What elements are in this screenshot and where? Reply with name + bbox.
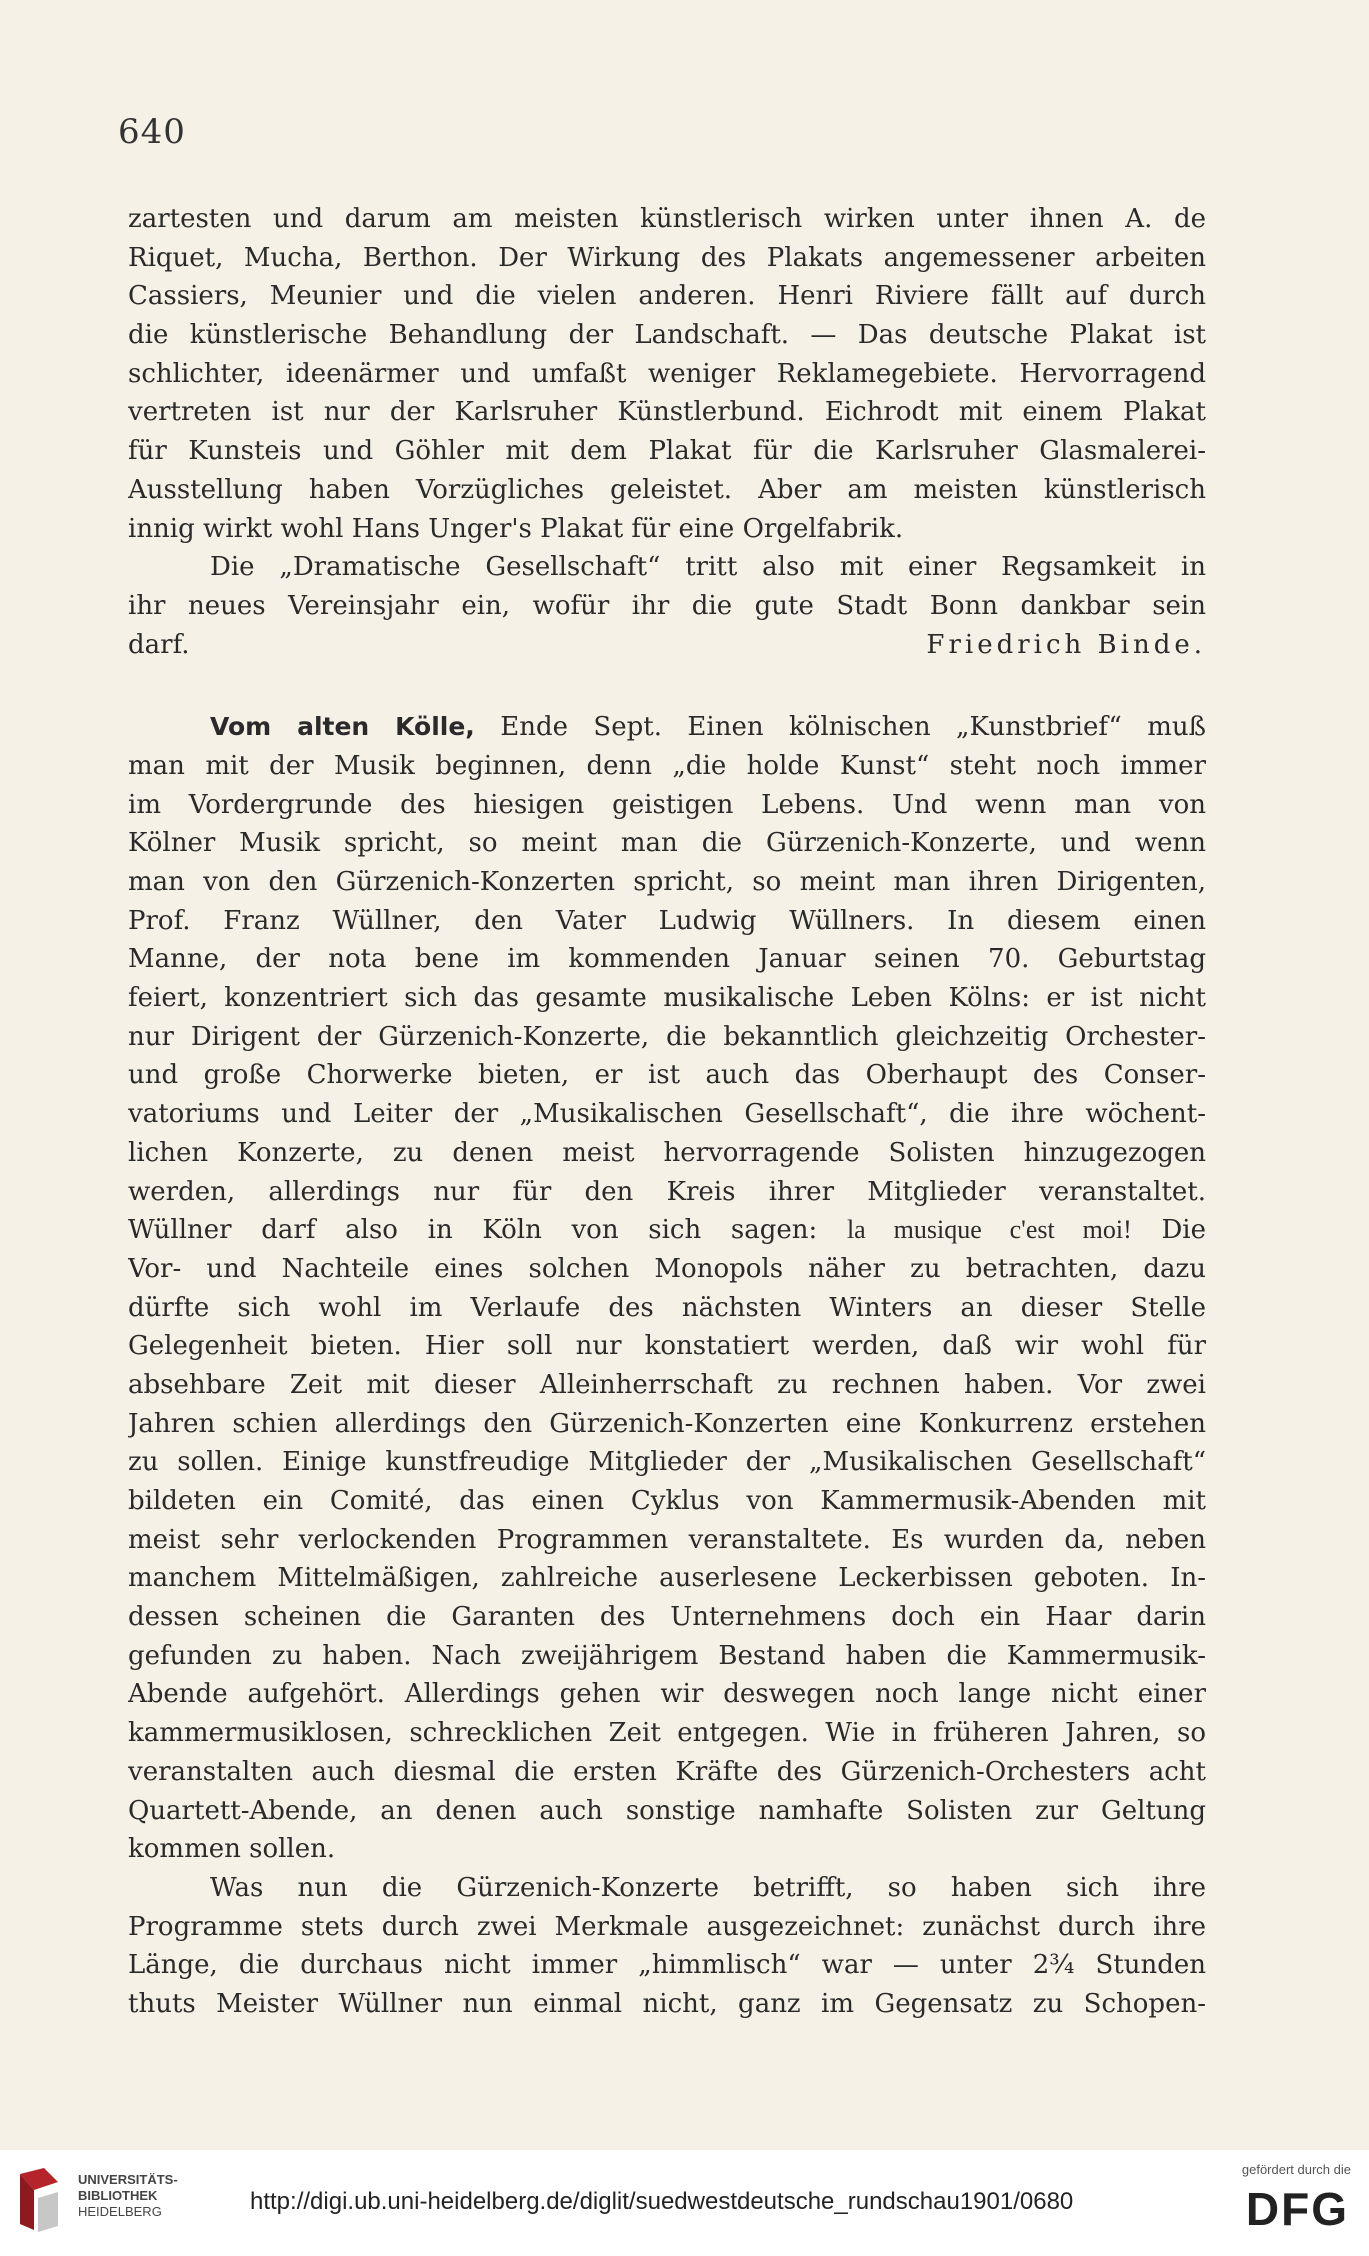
text-line: meist sehr verlockenden Programmen veranstaltete. Es wurden da, neben (128, 1524, 1206, 1555)
text-line: zartesten und darum am meisten künstlerisch wirken unter ihnen A. de (128, 204, 1206, 234)
text-fragment: Ende Sept. Einen kölnischen „Kunstbrief“ muß (474, 712, 1206, 743)
text-line: zu sollen. Einige kunstfreudige Mitglieder der „Musikalischen Gesellschaft“ (128, 1447, 1206, 1478)
institution-name (78, 2172, 178, 2220)
text-line: Kölner Musik spricht, so meint man die Gürzenich-Konzerte, und wenn (128, 828, 1206, 859)
text-line: und große Chorwerke bieten, er ist auch das Oberhaupt des Conser- (128, 1060, 1206, 1091)
paragraph-4 (128, 1869, 1206, 2024)
text-line: absehbare Zeit mit dieser Alleinherrschaft zu rechnen haben. Vor zwei (128, 1369, 1206, 1400)
paragraph-2 (128, 548, 1206, 664)
university-library-logo-icon (14, 2164, 64, 2236)
funded-by-label: gefördert durch die (1241, 2162, 1351, 2177)
text-line: Was nun die Gürzenich-Konzerte betrifft, so haben sich ihre (210, 1872, 1206, 1903)
paragraph-1 (128, 200, 1206, 548)
source-url-link[interactable]: http://digi.ub.uni-heidelberg.de/diglit/suedwestdeutsche_rundschau1901/0680 (250, 2188, 1074, 2215)
text-line: dessen scheinen die Garanten des Unternehmens doch ein Haar darin (128, 1602, 1206, 1633)
text-line: thuts Meister Wüllner nun einmal nicht, ganz im Gegensatz zu Schopen- (128, 1988, 1206, 2019)
section-gap (128, 664, 1206, 708)
text-line: Gelegenheit bieten. Hier soll nur konstatiert werden, daß wir wohl für (128, 1331, 1206, 1362)
text-line: nur Dirigent der Gürzenich-Konzerte, die bekanntlich gleichzeitig Orchester- (128, 1021, 1206, 1052)
text-line: Cassiers, Meunier und die vielen anderen. Henri Riviere fällt auf durch (128, 281, 1206, 312)
text-fragment: Wüllner darf also in Köln von sich sagen: (128, 1215, 847, 1246)
text-line: gefunden zu haben. Nach zweijährigem Bestand haben die Kammermusik- (128, 1640, 1206, 1671)
text-line: die künstlerische Behandlung der Landschaft. — Das deutsche Plakat ist (128, 320, 1206, 351)
text-line: Länge, die durchaus nicht immer „himmlisch“ war — unter 2¾ Stunden (128, 1950, 1206, 1981)
text-line: dürfte sich wohl im Verlaufe des nächsten Winters an dieser Stelle (128, 1292, 1206, 1323)
text-line: schlichter, ideenärmer und umfaßt weniger Reklamegebiete. Hervorragend (128, 358, 1206, 389)
text-line: feiert, konzentriert sich das gesamte musikalische Leben Kölns: er ist nicht (128, 983, 1206, 1014)
section-heading: Vom alten Kölle, (210, 712, 475, 742)
text-line: ihr neues Vereinsjahr ein, wofür ihr die gute Stadt Bonn dankbar sein (128, 590, 1206, 621)
institution-line: UNIVERSITÄTS- (78, 2172, 178, 2187)
author-signature: Friedrich Binde. (926, 629, 1206, 660)
page-number: 640 (118, 112, 186, 152)
text-line: Quartett-Abende, an denen auch sonstige namhafte Solisten zur Geltung (128, 1795, 1206, 1826)
text-line (128, 708, 1206, 747)
signature-line (128, 626, 1206, 665)
text-line: man von den Gürzenich-Konzerten spricht, so meint man ihren Dirigenten, (128, 867, 1206, 897)
text-line: Programme stets durch zwei Merkmale ausgezeichnet: zunächst durch ihre (128, 1911, 1206, 1942)
text-line: für Kunsteis und Göhler mit dem Plakat für die Karlsruher Glasmalerei- (128, 436, 1206, 467)
text-line: Die „Dramatische Gesellschaft“ tritt also mit einer Regsamkeit in (210, 552, 1206, 583)
text-line: Vor- und Nachteile eines solchen Monopols näher zu betrachten, dazu (128, 1253, 1206, 1284)
institution-line: BIBLIOTHEK (78, 2188, 158, 2203)
footer-bar (0, 2150, 1369, 2256)
text-line: Manne, der nota bene im kommenden Januar seinen 70. Geburtstag (128, 944, 1206, 975)
text-line: man mit der Musik beginnen, denn „die holde Kunst“ steht noch immer (128, 750, 1206, 781)
text-line: lichen Konzerte, zu denen meist hervorragende Solisten hinzugezogen (128, 1137, 1206, 1168)
text-line: Riquet, Mucha, Berthon. Der Wirkung des Plakats angemessener arbeiten (128, 242, 1206, 273)
text-line: Prof. Franz Wüllner, den Vater Ludwig Wüllners. In diesem einen (128, 905, 1206, 936)
text-line: kommen sollen. (128, 1834, 336, 1865)
text-line: Abende aufgehört. Allerdings gehen wir deswegen noch lange nicht einer (128, 1679, 1206, 1710)
text-line: bildeten ein Comité, das einen Cyklus von Kammermusik-Abenden mit (128, 1486, 1206, 1516)
text-line: kammermusiklosen, schrecklichen Zeit entgegen. Wie in früheren Jahren, so (128, 1718, 1206, 1749)
text-block (128, 200, 1206, 2024)
dfg-logo: DFG (1245, 2183, 1349, 2235)
latin-quote: la musique c'est moi! (846, 1215, 1132, 1245)
institution-line: HEIDELBERG (78, 2204, 162, 2219)
paragraph-3 (128, 708, 1206, 1869)
text-fragment: Die (1131, 1215, 1206, 1246)
text-line: vatoriums und Leiter der „Musikalischen Gesellschaft“, die ihre wöchent- (128, 1099, 1206, 1130)
text-line: Jahren schien allerdings den Gürzenich-Konzerten eine Konkurrenz erstehen (128, 1408, 1206, 1439)
text-line (128, 1211, 1206, 1250)
text-line: Ausstellung haben Vorzügliches geleistet. Aber am meisten künstlerisch (128, 474, 1206, 505)
text-line: im Vordergrunde des hiesigen geistigen Lebens. Und wenn man von (128, 789, 1206, 820)
text-fragment: darf. (128, 629, 190, 660)
text-line: innig wirkt wohl Hans Unger's Plakat für eine Orgelfabrik. (128, 513, 904, 544)
text-line: veranstalten auch diesmal die ersten Kräfte des Gürzenich-Orchesters acht (128, 1756, 1206, 1787)
text-line: werden, allerdings nur für den Kreis ihrer Mitglieder veranstaltet. (128, 1176, 1206, 1207)
text-line: manchem Mittelmäßigen, zahlreiche auserlesene Leckerbissen geboten. In- (128, 1563, 1206, 1594)
text-line: vertreten ist nur der Karlsruher Künstlerbund. Eichrodt mit einem Plakat (128, 397, 1206, 428)
